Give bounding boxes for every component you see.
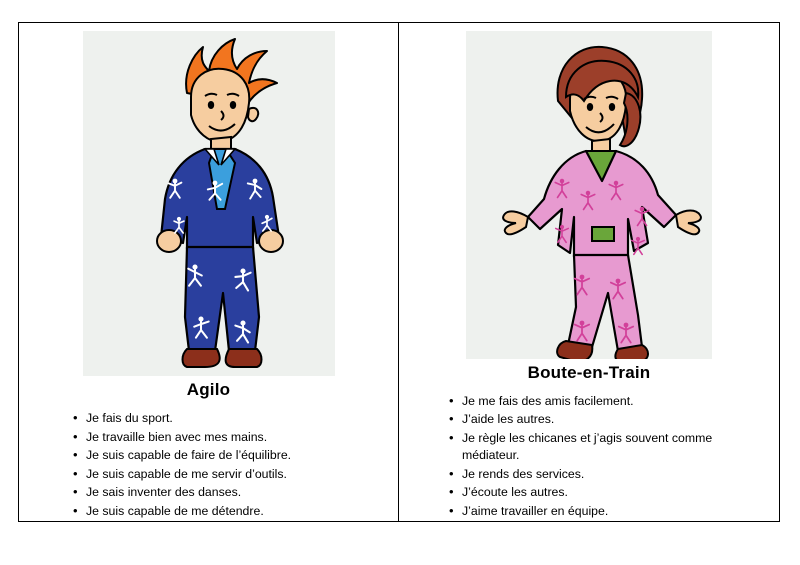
boute-en-train-illustration bbox=[466, 31, 712, 359]
list-item: • J’écoute les autres. bbox=[449, 484, 769, 502]
agilo-trait-list bbox=[19, 410, 301, 521]
list-item: • J’aide les autres. bbox=[449, 411, 769, 429]
card-boute-en-train bbox=[399, 23, 779, 521]
list-item: • Je suis capable de faire de l’équilibre. bbox=[73, 447, 291, 465]
list-item: • Je règle les chicanes et j’agis souvent comme médiateur. bbox=[449, 430, 769, 465]
character-name-agilo: Agilo bbox=[186, 380, 231, 399]
agilo-drawing bbox=[83, 31, 335, 376]
list-item: • Je me fais des amis facilement. bbox=[449, 393, 769, 411]
two-column-table bbox=[18, 22, 780, 522]
card-agilo bbox=[19, 23, 399, 521]
list-item: • Je rends des services. bbox=[449, 466, 769, 484]
character-name-boute-en-train: Boute-en-Train bbox=[527, 362, 651, 382]
list-item: • Je sais inventer des danses. bbox=[73, 484, 291, 502]
list-item: • Je suis capable de me détendre. bbox=[73, 503, 291, 521]
list-item: • Je suis capable de me servir d’outils. bbox=[73, 466, 291, 484]
list-item: • Je fais du sport. bbox=[73, 410, 291, 428]
list-item: • Je travaille bien avec mes mains. bbox=[73, 429, 291, 447]
agilo-illustration bbox=[83, 31, 335, 376]
boute-en-train-drawing bbox=[466, 31, 712, 359]
boute-en-train-trait-list bbox=[399, 393, 779, 522]
list-item: • J’aime travailler en équipe. bbox=[449, 503, 769, 521]
